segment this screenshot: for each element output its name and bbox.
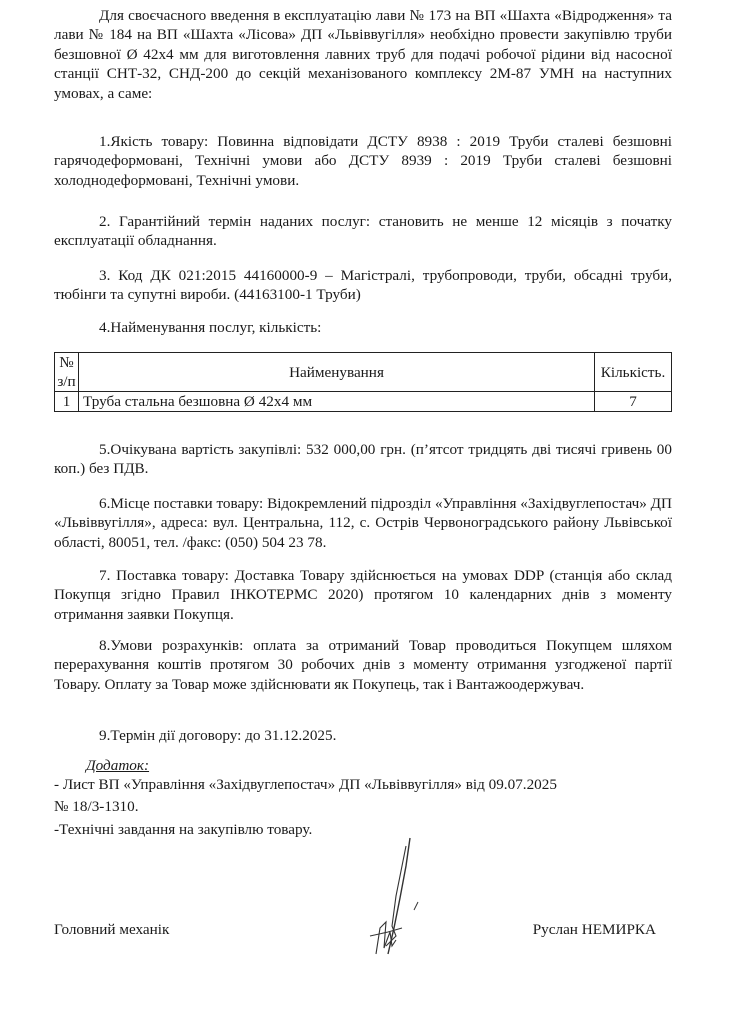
table-row [55, 392, 672, 412]
handwritten-signature [366, 836, 426, 958]
row-name: Труба стальна безшовна Ø 42х4 мм [79, 392, 595, 412]
item-payment: 8.Умови розрахунків: оплата за отриманий Товар проводиться Покупцем шляхом перерахування коштів протягом 30 робочих днів з моменту отримання узгодженої партії Товару. Оплату за Товар може здійснювати як Покупець, так і Вантажоодержувач. [54, 637, 672, 693]
item-warranty: 2. Гарантійний термін наданих послуг: становить не менше 12 місяців з початку експлуатації обладнання. [54, 213, 672, 250]
item-quality: 1.Якість товару: Повинна відповідати ДСТУ 8938 : 2019 Труби сталеві безшовні гарячодеформовані, Технічні умови або ДСТУ 8939 : 2019 Труби сталеві безшовні холоднодеформовані, Технічні умови. [54, 133, 672, 189]
row-num: 1 [55, 392, 79, 412]
goods-table [54, 352, 672, 412]
item-place: 6.Місце поставки товару: Відокремлений підрозділ «Управління «Західвуглепостач» ДП «Львіввугілля», адреса: вул. Центральна, 112, с. Острів Червоноградського району Львівської області, 80051, тел. /факс: (050) 504 23 78. [54, 495, 672, 551]
item-names: 4.Найменування послуг, кількість: [99, 319, 322, 336]
item-term: 9.Термін дії договору: до 31.12.2025. [99, 727, 337, 744]
intro-paragraph: Для своєчасного введення в експлуатацію лави № 173 на ВП «Шахта «Відродження» та лави № 184 на ВП «Шахта «Лісова» ДП «Львіввугілля» необхідно провести закупівлю труби безшовної Ø 42х4 мм для виготовлення лавних труб для подачі робочої рідини від насосної станції СНТ-32, СНД-200 до секцій механізованого комплексу 2М-87 УМН на наступних умовах, а саме: [54, 7, 672, 102]
header-num: № з/п [55, 353, 79, 392]
signatory-title: Головний механік [54, 921, 170, 938]
header-name: Найменування [79, 353, 595, 392]
row-qty: 7 [595, 392, 672, 412]
table-header-row [55, 353, 672, 392]
attachment-letter-number: № 18/3-1310. [54, 798, 139, 815]
item-price: 5.Очікувана вартість закупівлі: 532 000,00 грн. (п’ятсот тридцять дві тисячі гривень 00 коп.) без ПДВ. [54, 441, 672, 478]
signatory-name: Руслан НЕМИРКА [532, 921, 656, 938]
header-qty: Кількість. [595, 353, 672, 392]
attachments-label: Додаток: [86, 757, 150, 774]
attachment-specs: -Технічні завдання на закупівлю товару. [54, 821, 313, 838]
item-delivery: 7. Поставка товару: Доставка Товару здійснюється на умовах DDP (станція або склад Покупця згідно Правил ІНКОТЕРМС 2020) протягом 10 календарних днів з моменту отримання заявки Покупця. [54, 567, 672, 623]
item-code: 3. Код ДК 021:2015 44160000-9 – Магістралі, трубопроводи, труби, обсадні труби, тюбінги та супутні вироби. (44163100-1 Труби) [54, 267, 672, 304]
attachment-letter: - Лист ВП «Управління «Західвуглепостач» ДП «Львіввугілля» від 09.07.2025 [54, 776, 557, 793]
